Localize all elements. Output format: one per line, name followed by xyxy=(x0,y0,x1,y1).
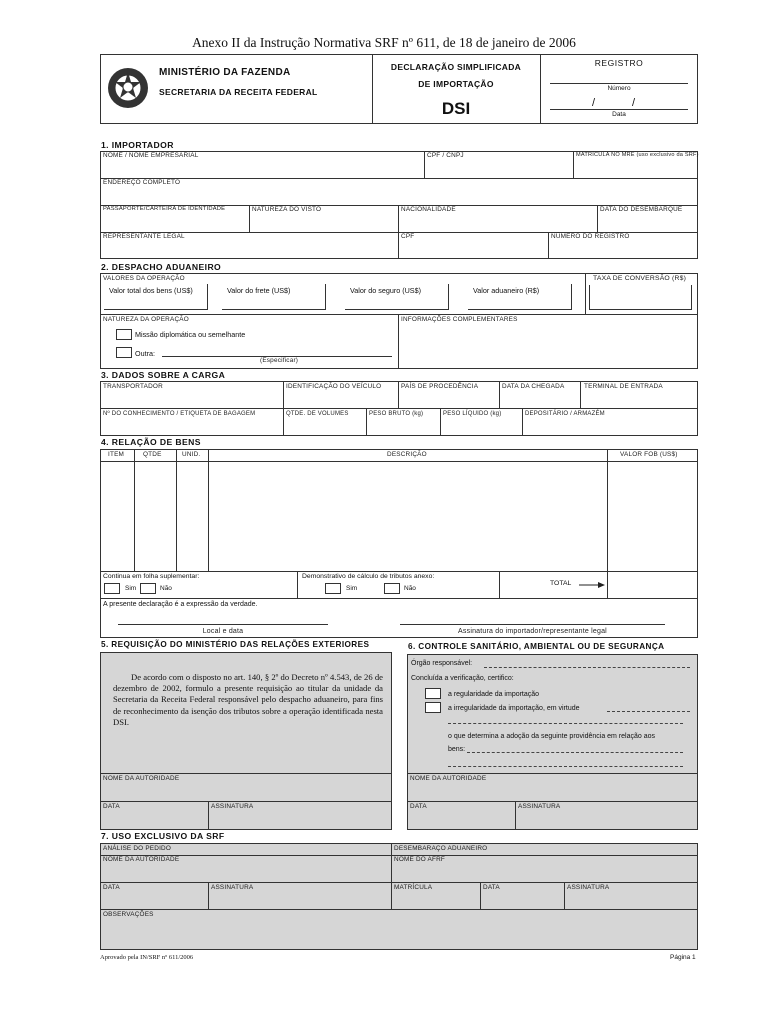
endereco-field[interactable] xyxy=(101,188,697,204)
bens-table-body[interactable] xyxy=(101,462,697,570)
section-7-title: 7. USO EXCLUSIVO DA SRF xyxy=(101,831,225,841)
nome-label: NOME / NOME EMPRESARIAL xyxy=(103,152,199,159)
irregularidade-field-2[interactable] xyxy=(448,723,683,724)
peso-bruto-label: PESO BRUTO (kg) xyxy=(369,411,424,417)
data-desembarque-field[interactable] xyxy=(598,215,697,231)
s7-nome-autoridade-label: NOME DA AUTORIDADE xyxy=(103,856,180,863)
observacoes-label: OBSERVAÇÕES xyxy=(103,911,154,918)
informacoes-label: INFORMAÇÕES COMPLEMENTARES xyxy=(401,316,518,323)
continua-nao-checkbox[interactable] xyxy=(140,583,156,594)
demonstrativo-sim-label: Sim xyxy=(346,585,358,592)
cpf-cnpj-field[interactable] xyxy=(425,161,572,177)
section-5-title: 5. REQUISIÇÃO DO MINISTÉRIO DAS RELAÇÕES EXTERIORES xyxy=(101,640,370,649)
valor-seguro-label: Valor do seguro (US$) xyxy=(350,286,421,295)
page-title: Anexo II da Instrução Normativa SRF nº 611, de 18 de janeiro de 2006 xyxy=(192,35,576,50)
demonstrativo-label: Demonstrativo de cálculo de tributos anexo: xyxy=(302,573,435,580)
section-6-title: 6. CONTROLE SANITÁRIO, AMBIENTAL OU DE SEGURANÇA xyxy=(408,642,665,651)
assinatura-importador-label: Assinatura do importador/representante legal xyxy=(458,628,607,635)
declaration-title-1: DECLARAÇÃO SIMPLIFICADA xyxy=(390,62,522,72)
unid-header: UNID. xyxy=(182,451,201,458)
valor-fob-header: VALOR FOB (US$) xyxy=(620,451,678,458)
requisicao-text: De acordo com o disposto no art. 140, § 2º do Decreto nº 4.543, de 26 de dezembro de 2002, formulo a presente requisição ao titular da unidade da Secretaria da Receita Federal responsável pelo despacho aduaneiro, para fins de reconhecimento da isenção dos tributos sobre a operação identificada nesta DSI. xyxy=(113,672,383,727)
ministry-name: MINISTÉRIO DA FAZENDA xyxy=(159,67,291,78)
date-slash-1: / xyxy=(592,97,596,109)
valor-aduaneiro-field[interactable] xyxy=(468,284,572,310)
desembaraco-label: DESEMBARAÇO ADUANEIRO xyxy=(394,845,488,852)
s7-data2-label: DATA xyxy=(483,884,500,891)
qtde-header: QTDE xyxy=(143,451,162,458)
valor-bens-label: Valor total dos bens (US$) xyxy=(109,286,193,295)
s6-assinatura-label: ASSINATURA xyxy=(518,803,561,810)
cpf-field[interactable] xyxy=(399,242,547,258)
dsi-acronym: DSI xyxy=(441,99,471,118)
natureza-visto-field[interactable] xyxy=(250,215,397,231)
orgao-field[interactable] xyxy=(484,667,690,668)
conhecimento-label: Nº DO CONHECIMENTO / ETIQUETA DE BAGAGEM xyxy=(103,411,256,417)
data-desembarque-label: DATA DO DESEMBARQUE xyxy=(600,206,683,213)
coat-of-arms-icon xyxy=(106,66,150,110)
valores-operacao-label: VALORES DA OPERAÇÃO xyxy=(103,275,185,282)
s7-matricula-label: MATRÍCULA xyxy=(394,884,433,891)
continua-sim-label: Sim xyxy=(125,585,137,592)
aprovado-footer: Aprovado pela IN/SRF nº 611/2006 xyxy=(100,954,194,961)
assinatura-importador-line[interactable] xyxy=(400,624,665,625)
arrow-right-icon xyxy=(578,580,606,590)
outra-label: Outra: xyxy=(135,349,155,358)
cpf-cnpj-label: CPF / CNPJ xyxy=(427,152,464,159)
informacoes-field[interactable] xyxy=(400,325,697,368)
taxa-conversao-label: TAXA DE CONVERSÃO (R$) xyxy=(593,275,687,282)
data-chegada-label: DATA DA CHEGADA xyxy=(502,383,565,390)
s6-nome-autoridade-label: NOME DA AUTORIDADE xyxy=(410,775,487,782)
valor-bens-field[interactable] xyxy=(104,284,208,310)
section-1-title: 1. IMPORTADOR xyxy=(101,140,174,150)
bens-field-1[interactable] xyxy=(467,752,683,753)
qtde-volumes-label: QTDE. DE VOLUMES xyxy=(286,411,349,417)
secretariat-name: SECRETARIA DA RECEITA FEDERAL xyxy=(159,87,318,97)
continua-label: Continua em folha suplementar: xyxy=(103,573,200,580)
declaration-title-2: DE IMPORTAÇÃO xyxy=(418,79,494,89)
pais-procedencia-label: PAÍS DE PROCEDÊNCIA xyxy=(401,383,479,390)
representante-label: REPRESENTANTE LEGAL xyxy=(103,233,185,240)
endereco-label: ENDEREÇO COMPLETO xyxy=(103,179,181,186)
valor-seguro-field[interactable] xyxy=(345,284,449,310)
depositario-label: DEPOSITÁRIO / ARMAZÉM xyxy=(525,411,605,417)
local-data-line[interactable] xyxy=(118,624,328,625)
section-2-title: 2. DESPACHO ADUANEIRO xyxy=(101,262,222,272)
passaporte-label: PASSAPORTE/CARTEIRA DE IDENTIDADE xyxy=(103,206,226,212)
s5-nome-autoridade-label: NOME DA AUTORIDADE xyxy=(103,775,180,782)
section-4-title: 4. RELAÇÃO DE BENS xyxy=(101,437,201,447)
s7-assinatura2-label: ASSINATURA xyxy=(567,884,610,891)
natureza-visto-label: NATUREZA DO VISTO xyxy=(252,206,322,213)
s7-data-label: DATA xyxy=(103,884,120,891)
bens-field-2[interactable] xyxy=(448,766,683,767)
missao-label: Missão diplomática ou semelhante xyxy=(135,330,246,339)
regularidade-checkbox[interactable] xyxy=(425,688,441,699)
numero-label: Número xyxy=(607,85,631,92)
s6-data-label: DATA xyxy=(410,803,427,810)
descricao-header: DESCRIÇÃO xyxy=(387,451,427,458)
s5-data-label: DATA xyxy=(103,803,120,810)
taxa-conversao-field[interactable] xyxy=(589,285,692,310)
numero-registro-label: NÚMERO DO REGISTRO xyxy=(551,233,630,240)
demonstrativo-sim-checkbox[interactable] xyxy=(325,583,341,594)
peso-liquido-label: PESO LÍQUIDO (kg) xyxy=(443,411,502,417)
nacionalidade-field[interactable] xyxy=(399,215,596,231)
transportador-label: TRANSPORTADOR xyxy=(103,383,163,390)
natureza-operacao-label: NATUREZA DA OPERAÇÃO xyxy=(103,316,189,323)
data-label: Data xyxy=(612,111,626,118)
s5-assinatura-label: ASSINATURA xyxy=(211,803,254,810)
date-slash-2: / xyxy=(632,97,636,109)
valor-frete-field[interactable] xyxy=(222,284,326,310)
demonstrativo-nao-label: Não xyxy=(404,585,416,592)
s7-assinatura-label: ASSINATURA xyxy=(211,884,254,891)
irregularidade-label: a irregularidade da importação, em virtude xyxy=(448,705,580,712)
valor-aduaneiro-label: Valor aduaneiro (R$) xyxy=(473,286,540,295)
regularidade-label: a regularidade da importação xyxy=(448,691,540,698)
matricula-mre-label: MATRÍCULA NO MRE (uso exclusivo da SRF) xyxy=(576,152,699,158)
irregularidade-checkbox[interactable] xyxy=(425,702,441,713)
valor-frete-label: Valor do frete (US$) xyxy=(227,286,291,295)
passaporte-field[interactable] xyxy=(101,215,248,231)
total-label: TOTAL xyxy=(550,580,572,587)
verdade-label: A presente declaração é a expressão da verdade. xyxy=(103,601,258,608)
outra-checkbox[interactable] xyxy=(116,347,132,358)
cpf-label: CPF xyxy=(401,233,415,240)
item-header: ITEM xyxy=(108,451,125,458)
continua-sim-checkbox[interactable] xyxy=(104,583,120,594)
bens-label: bens: xyxy=(448,746,466,753)
total-value-field[interactable] xyxy=(608,572,697,597)
registro-label: REGISTRO xyxy=(594,58,644,68)
id-veiculo-label: IDENTIFICAÇÃO DO VEÍCULO xyxy=(286,383,382,390)
irregularidade-field-1[interactable] xyxy=(607,711,690,712)
determina-label: o que determina a adoção da seguinte providência em relação aos xyxy=(448,733,656,740)
orgao-label: Órgão responsável: xyxy=(411,660,473,667)
concluida-label: Concluída a verificação, certifico: xyxy=(411,675,514,682)
nacionalidade-label: NACIONALIDADE xyxy=(401,206,456,213)
section-3-title: 3. DADOS SOBRE A CARGA xyxy=(101,370,226,380)
especificar-label: (Especificar) xyxy=(260,357,299,364)
analise-pedido-label: ANÁLISE DO PEDIDO xyxy=(103,845,172,852)
missao-checkbox[interactable] xyxy=(116,329,132,340)
nome-field[interactable] xyxy=(101,161,423,177)
continua-nao-label: Não xyxy=(160,585,172,592)
page-number: Página 1 xyxy=(670,954,696,961)
terminal-label: TERMINAL DE ENTRADA xyxy=(584,383,663,390)
nome-afrf-label: NOME DO AFRF xyxy=(394,856,446,863)
local-data-label: Local e data xyxy=(202,628,244,635)
representante-field[interactable] xyxy=(101,242,397,258)
demonstrativo-nao-checkbox[interactable] xyxy=(384,583,400,594)
numero-registro-field[interactable] xyxy=(549,242,697,258)
